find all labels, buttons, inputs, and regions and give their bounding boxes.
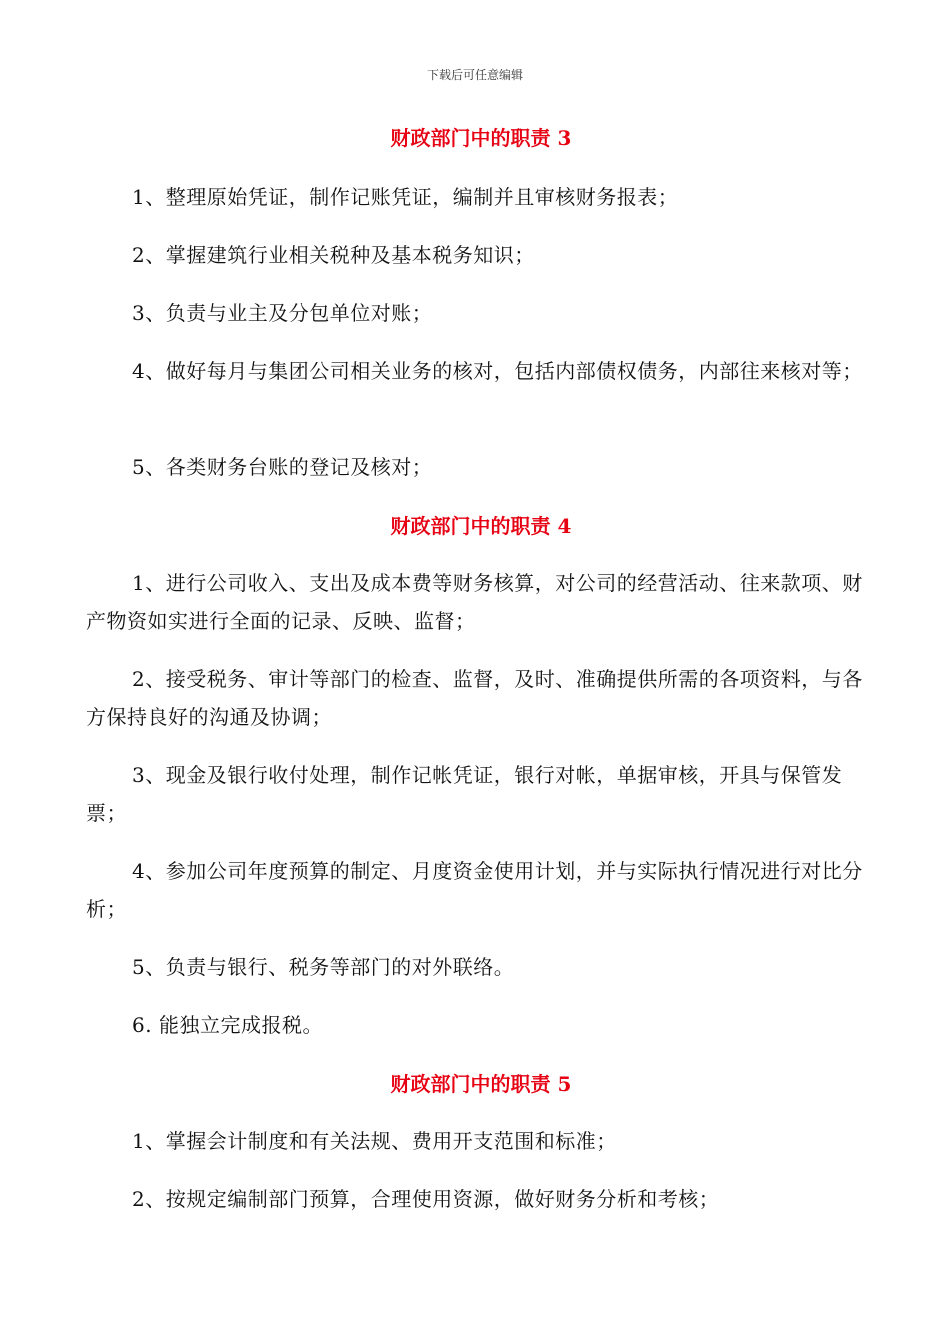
duty-item: 6. 能独立完成报税。: [132, 1013, 323, 1037]
list-item: [86, 852, 876, 928]
list-item: [86, 236, 876, 274]
list-item: [86, 564, 876, 640]
duty-item: 5、各类财务台账的登记及核对；: [132, 455, 433, 479]
duty-item: 3、负责与业主及分包单位对账；: [132, 301, 433, 325]
section-duties-5: [86, 1070, 876, 1098]
duty-item: 2、掌握建筑行业相关税种及基本税务知识；: [132, 243, 535, 267]
list-item: [86, 1180, 876, 1218]
section-title: 财政部门中的职责 3: [390, 126, 572, 150]
list-item: [86, 178, 876, 216]
duty-item: 5、负责与银行、税务等部门的对外联络。: [132, 955, 515, 979]
list-item: [86, 756, 876, 832]
list-item: [86, 948, 876, 986]
section-title: 财政部门中的职责 4: [390, 514, 572, 538]
duty-item: 2、接受税务、审计等部门的检查、监督，及时、准确提供所需的各项资料，与各方保持良好的沟通及协调；: [86, 667, 863, 729]
duty-item: 4、做好每月与集团公司相关业务的核对，包括内部债权债务，内部往来核对等；: [132, 359, 863, 383]
section-title: 财政部门中的职责 5: [390, 1072, 572, 1096]
section-duties-4: [86, 512, 876, 540]
list-item: [86, 1122, 876, 1160]
list-item: [86, 352, 876, 390]
header-note: 下载后可任意编辑: [426, 68, 523, 82]
duty-item: 1、整理原始凭证，制作记账凭证，编制并且审核财务报表；: [132, 185, 679, 209]
duty-item: 3、现金及银行收付处理，制作记帐凭证，银行对帐，单据审核，开具与保管发票；: [86, 763, 843, 825]
list-item: [86, 1006, 876, 1044]
section-duties-3: [86, 124, 876, 152]
duty-item: 1、掌握会计制度和有关法规、费用开支范围和标准；: [132, 1129, 617, 1153]
list-item: [86, 660, 876, 736]
duty-item: 1、进行公司收入、支出及成本费等财务核算，对公司的经营活动、往来款项、财产物资如实进行全面的记录、反映、监督；: [86, 571, 863, 633]
duty-item: 4、参加公司年度预算的制定、月度资金使用计划，并与实际执行情况进行对比分析；: [86, 859, 863, 921]
duty-item: 2、按规定编制部门预算，合理使用资源，做好财务分析和考核；: [132, 1187, 720, 1211]
list-item: [86, 294, 876, 332]
list-item: [86, 448, 876, 486]
